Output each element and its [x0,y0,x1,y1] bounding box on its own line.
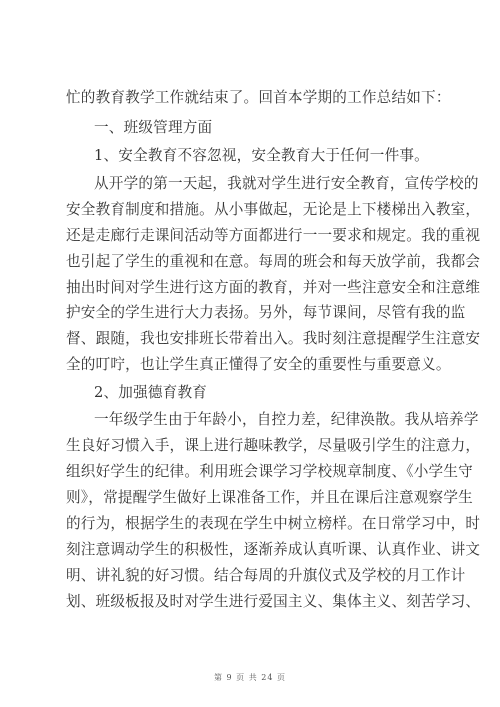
text-line: 划、班级板报及时对学生进行爱国主义、集体主义、刻苦学习、 [66,593,481,610]
text-line: 忙的教育教学工作就结束了。回首本学期的工作总结如下： [66,89,451,106]
text-line: 刻注意调动学生的积极性，逐渐养成认真听课、认真作业、讲文 [66,541,481,558]
text-line: 一年级学生由于年龄小，自控力差，纪律涣散。我从培养学 [94,411,479,428]
text-line: 从开学的第一天起，我就对学生进行安全教育，宣传学校的 [94,175,479,192]
page-number-footer: 第 9 页 共 24 页 [214,673,286,682]
text-line: 生良好习惯入手，课上进行趣味教学，尽量吸引学生的注意力， [66,437,481,454]
text-line: 的行为，根据学生的表现在学生中树立榜样。在日常学习中，时 [66,515,481,532]
text-line: 明、讲礼貌的好习惯。结合每周的升旗仪式及学校的月工作计 [66,567,466,584]
subsection-heading: 1、安全教育不容忽视，安全教育大于任何一件事。 [94,147,429,164]
section-heading: 一、班级管理方面 [94,119,213,136]
text-line: 还是走廊行走课间活动等方面都进行一一要求和规定。我的重视 [66,227,481,244]
text-line: 安全教育制度和措施。从小事做起，无论是上下楼梯出入教室， [66,201,481,218]
text-line: 护安全的学生进行大力表扬。另外，每节课间，尽管有我的监 [66,304,466,321]
text-line: 抽出时间对学生进行这方面的教育，并对一些注意安全和注意维 [66,279,481,296]
text-line: 也引起了学生的重视和在意。每周的班会和每天放学前，我都会 [66,253,481,270]
subsection-heading: 2、加强德育教育 [94,384,208,401]
text-line: 则》，常提醒学生做好上课准备工作，并且在课后注意观察学生 [66,489,473,506]
text-line: 组织好学生的纪律。利用班会课学习学校规章制度、《小学生守 [66,463,473,480]
text-line: 全的叮咛，也让学生真正懂得了安全的重要性与重要意义。 [66,356,451,373]
text-line: 督、跟随，我也安排班长带着出入。我时刻注意提醒学生注意安 [66,330,481,347]
